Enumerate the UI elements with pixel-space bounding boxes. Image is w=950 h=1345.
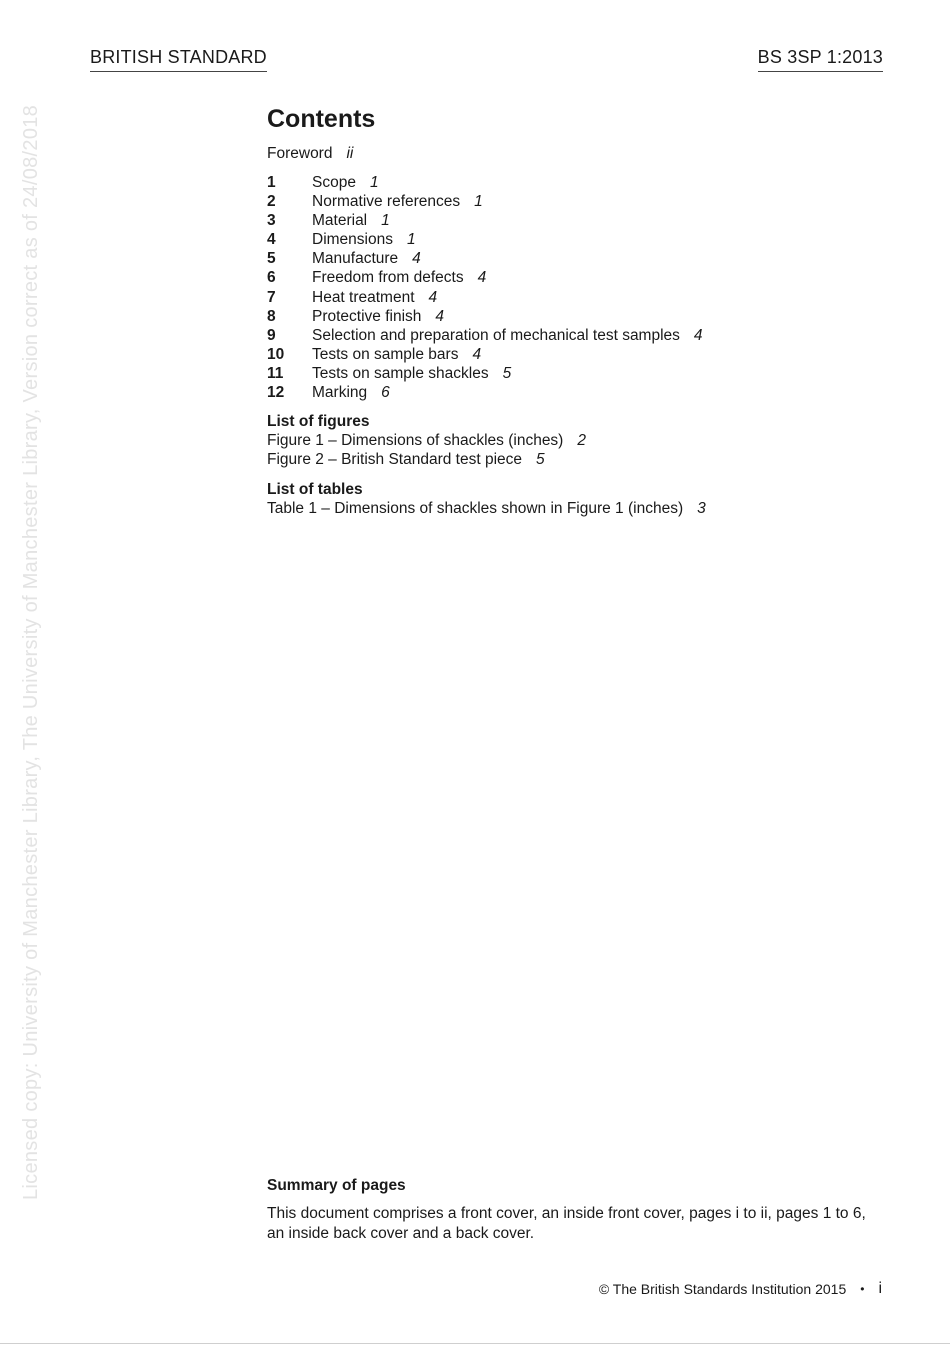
clause-page: 6 bbox=[381, 384, 390, 402]
running-header-right: BS 3SP 1:2013 bbox=[758, 47, 883, 72]
toc-clause[interactable] bbox=[267, 230, 887, 249]
toc-clause[interactable] bbox=[267, 268, 887, 287]
copyright-notice: © The British Standards Institution 2015 bbox=[598, 1281, 847, 1297]
clause-page: 1 bbox=[474, 193, 483, 211]
clause-page: 4 bbox=[477, 269, 487, 287]
toc-clause[interactable] bbox=[267, 192, 887, 211]
figure-title: Figure 1 – Dimensions of shackles (inches) bbox=[267, 432, 564, 450]
toc-table[interactable] bbox=[267, 499, 887, 518]
clause-number: 1 bbox=[267, 174, 276, 191]
toc-clause[interactable] bbox=[267, 211, 887, 230]
clause-title: Material bbox=[312, 212, 368, 230]
clause-number: 7 bbox=[267, 288, 276, 306]
toc-clause[interactable] bbox=[267, 173, 887, 192]
figure-page: 5 bbox=[536, 451, 545, 469]
clause-page: 4 bbox=[435, 307, 445, 325]
toc-clause[interactable] bbox=[267, 288, 887, 307]
clause-number: 11 bbox=[267, 364, 284, 382]
page-footer bbox=[599, 1280, 882, 1298]
toc-clause[interactable] bbox=[267, 307, 887, 326]
tables-heading: List of tables bbox=[267, 480, 363, 498]
toc-clause[interactable] bbox=[267, 383, 887, 402]
page-number: i bbox=[878, 1280, 882, 1297]
table-title: Table 1 – Dimensions of shackles shown in Figure 1 (inches) bbox=[267, 499, 684, 517]
clause-title: Heat treatment bbox=[312, 288, 415, 306]
clause-number: 4 bbox=[267, 231, 276, 249]
toc-figure[interactable] bbox=[267, 450, 887, 469]
clause-number: 10 bbox=[267, 345, 285, 363]
summary-heading: Summary of pages bbox=[267, 1177, 406, 1194]
toc-figure[interactable] bbox=[267, 431, 887, 450]
summary-text: This document comprises a front cover, an inside front cover, pages i to ii, pages 1 to 6, an inside back cover and a back cover. bbox=[267, 1205, 866, 1242]
table-page: 3 bbox=[697, 499, 706, 517]
clause-title: Normative references bbox=[312, 193, 461, 211]
clause-number: 12 bbox=[267, 384, 285, 402]
summary-of-pages bbox=[267, 1176, 867, 1243]
clause-title: Protective finish bbox=[312, 307, 422, 325]
toc-clause[interactable] bbox=[267, 249, 887, 268]
toc-clause-list bbox=[267, 173, 887, 402]
clause-title: Marking bbox=[312, 384, 368, 402]
clause-page: 1 bbox=[406, 231, 416, 249]
figure-title: Figure 2 – British Standard test piece bbox=[267, 451, 523, 469]
clause-number: 3 bbox=[267, 212, 276, 230]
toc-clause[interactable] bbox=[267, 364, 887, 383]
clause-page: 4 bbox=[693, 326, 703, 344]
toc-clause[interactable] bbox=[267, 345, 887, 364]
clause-title: Tests on sample shackles bbox=[312, 364, 489, 382]
clause-number: 6 bbox=[267, 269, 276, 287]
clause-title: Dimensions bbox=[312, 231, 393, 249]
toc-entry-page: ii bbox=[346, 145, 354, 162]
clause-number: 8 bbox=[267, 307, 276, 325]
clause-number: 2 bbox=[267, 193, 276, 211]
table-of-contents bbox=[267, 104, 887, 518]
clause-number: 5 bbox=[267, 250, 276, 268]
clause-title: Scope bbox=[312, 174, 356, 191]
clause-page: 5 bbox=[502, 364, 512, 382]
page-title: Contents bbox=[267, 105, 376, 133]
clause-title: Selection and preparation of mechanical test samples bbox=[312, 326, 680, 344]
toc-foreword[interactable] bbox=[267, 144, 887, 163]
clause-title: Tests on sample bars bbox=[312, 345, 459, 363]
figure-page: 2 bbox=[577, 432, 586, 450]
figures-heading: List of figures bbox=[267, 413, 370, 431]
running-header-left: BRITISH STANDARD bbox=[90, 47, 267, 72]
clause-page: 1 bbox=[369, 174, 379, 191]
clause-page: 4 bbox=[428, 288, 438, 306]
clause-title: Manufacture bbox=[312, 250, 399, 268]
clause-number: 9 bbox=[267, 326, 276, 344]
clause-page: 4 bbox=[472, 345, 482, 363]
clause-page: 1 bbox=[381, 212, 390, 230]
toc-entry-label: Foreword bbox=[267, 145, 333, 162]
clause-title: Freedom from defects bbox=[312, 269, 464, 287]
toc-clause[interactable] bbox=[267, 326, 887, 345]
footer-bullet: • bbox=[860, 1282, 865, 1296]
page-bottom-edge bbox=[0, 1343, 950, 1344]
license-watermark: Licensed copy: University of Manchester Library, The University of Manchester Library, Version correct as of 24/08/2018 bbox=[20, 104, 42, 1200]
clause-page: 4 bbox=[412, 250, 421, 268]
